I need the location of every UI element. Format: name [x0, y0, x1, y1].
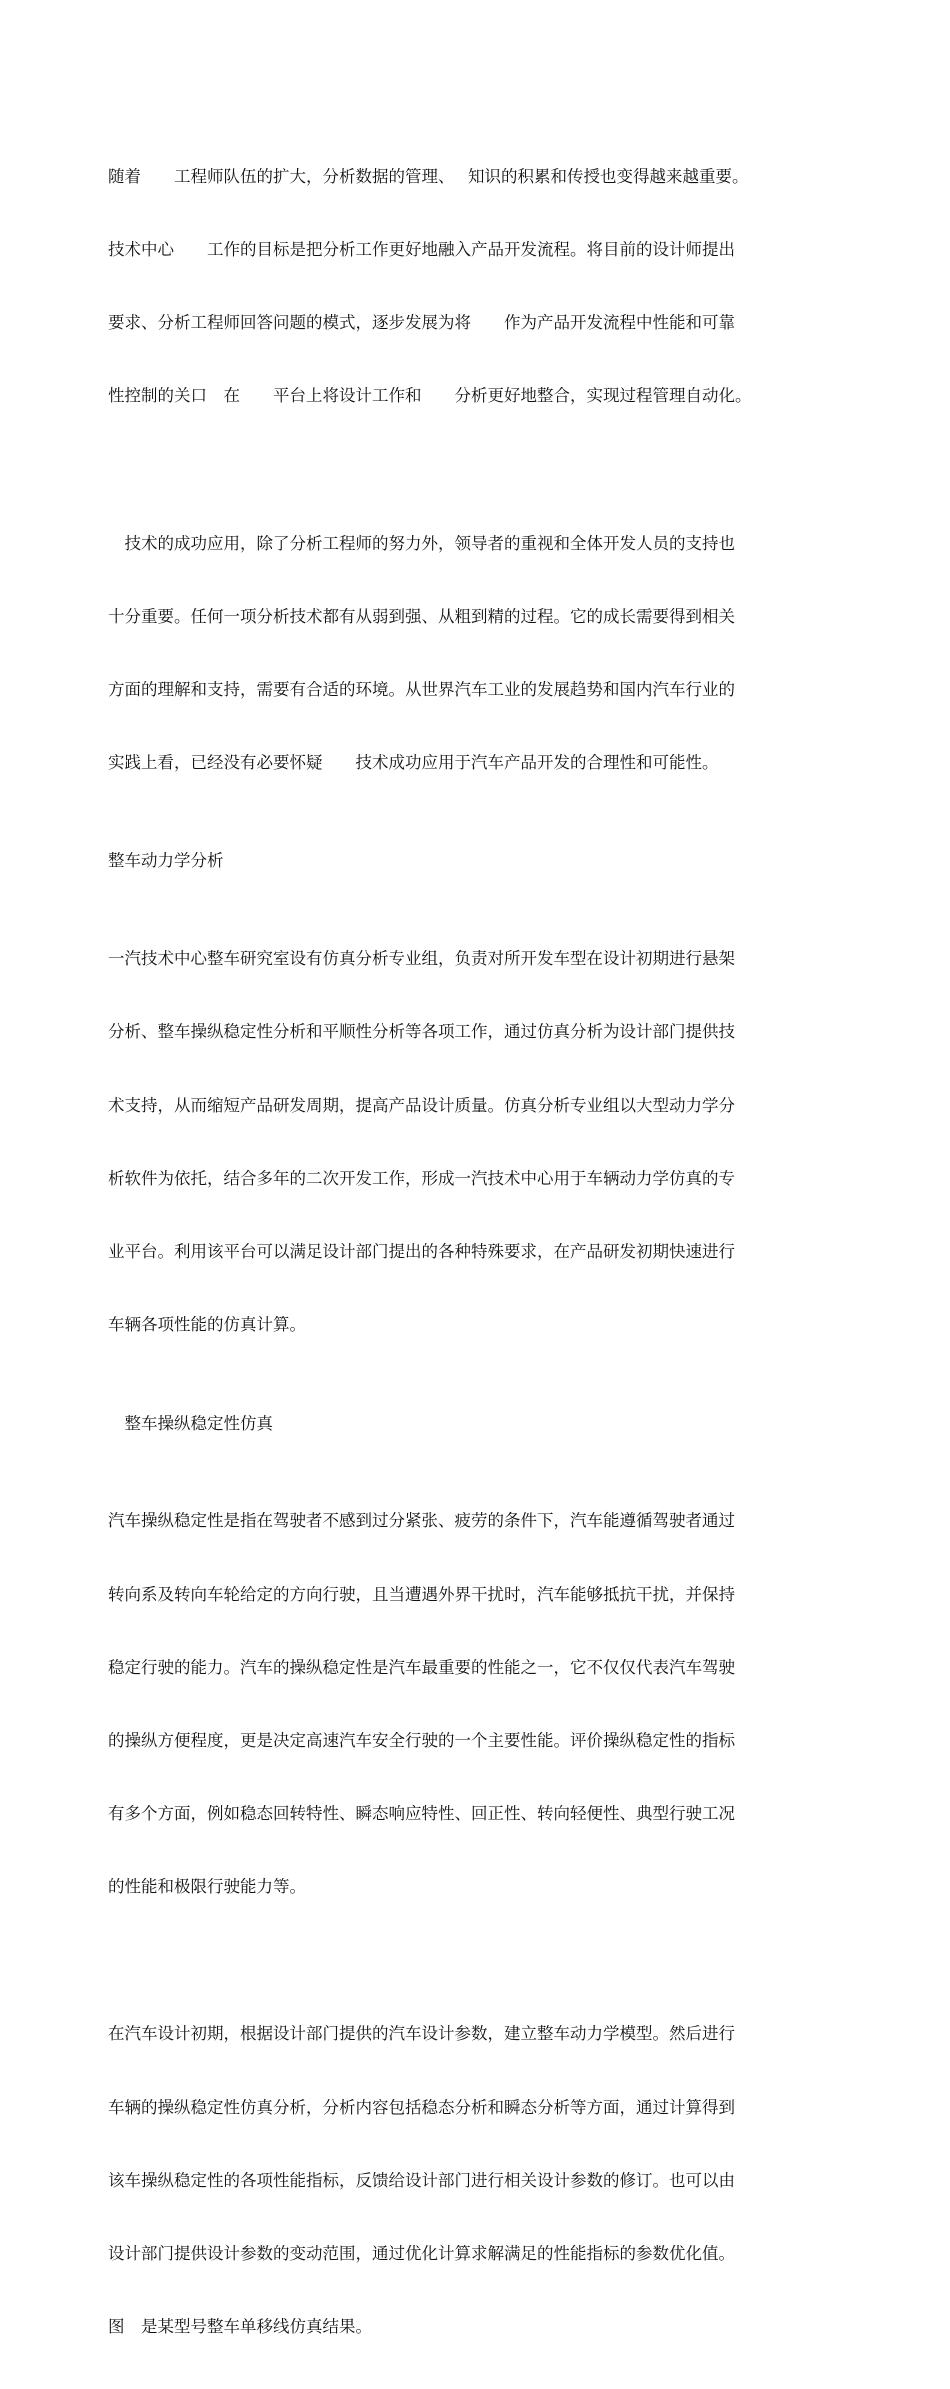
paragraph-4-line: 有多个方面，例如稳态回转特性、瞬态响应特性、回正性、转向轻便性、典型行驶工况 — [108, 1804, 735, 1824]
paragraph-3-line: 析软件为依托，结合多年的二次开发工作，形成一汽技术中心用于车辆动力学仿真的专 — [108, 1168, 735, 1188]
paragraph-1-line: 性控制的关口 在 平台上将设计工作和 分析更好地整合，实现过程管理自动化。 — [108, 386, 752, 406]
paragraph-gap — [108, 1436, 838, 1461]
paragraph-5-line: 图 是某型号整车单移线仿真结果。 — [108, 2317, 372, 2337]
paragraph-5-line: 设计部门提供设计参数的变动范围，通过优化计算求解满足的性能指标的参数优化值。 — [108, 2244, 735, 2264]
paragraph-2 — [108, 483, 838, 825]
paragraph-4-line: 转向系及转向车轮给定的方向行驶，且当遭遇外界干扰时，汽车能够抵抗干扰，并保持 — [108, 1584, 735, 1604]
paragraph-gap — [108, 1949, 838, 1974]
paragraph-5-line: 车辆的操纵稳定性仿真分析，分析内容包括稳态分析和瞬态分析等方面，通过计算得到 — [108, 2097, 735, 2117]
paragraph-4-line: 汽车操纵稳定性是指在驾驶者不感到过分紧张、疲劳的条件下，汽车能遵循驾驶者通过 — [108, 1511, 735, 1531]
paragraph-3-line: 业平台。利用该平台可以满足设计部门提出的各种特殊要求，在产品研发初期快速进行 — [108, 1242, 735, 1262]
paragraph-5 — [108, 1974, 838, 2389]
paragraph-4 — [108, 1461, 838, 1949]
paragraph-5-line: 该车操纵稳定性的各项性能指标，反馈给设计部门进行相关设计参数的修订。也可以由 — [108, 2170, 735, 2190]
paragraph-2-line: 方面的理解和支持，需要有合适的环境。从世界汽车工业的发展趋势和国内汽车行业的 — [108, 679, 735, 699]
paragraph-2-line: 十分重要。任何一项分析技术都有从弱到强、从粗到精的过程。它的成长需要得到相关 — [108, 606, 735, 626]
paragraph-gap — [108, 458, 838, 483]
paragraph-3-line: 一汽技术中心整车研究室设有仿真分析专业组，负责对所开发车型在设计初期进行悬架 — [108, 949, 735, 969]
paragraph-4-line: 稳定行驶的能力。汽车的操纵稳定性是汽车最重要的性能之一，它不仅仅代表汽车驾驶 — [108, 1657, 735, 1677]
paragraph-gap — [108, 873, 838, 898]
paragraph-2-line: 实践上看，已经没有必要怀疑 技术成功应用于汽车产品开发的合理性和可能性。 — [108, 753, 719, 773]
paragraph-3-line: 分析、整车操纵稳定性分析和平顺性分析等各项工作，通过仿真分析为设计部门提供技 — [108, 1022, 735, 1042]
paragraph-3-line: 术支持，从而缩短产品研发周期，提高产品设计质量。仿真分析专业组以大型动力学分 — [108, 1095, 735, 1115]
section-heading-vehicle-dynamics: 整车动力学分析 — [108, 851, 224, 871]
document-page — [108, 116, 838, 2389]
paragraph-1 — [108, 116, 838, 458]
paragraph-3 — [108, 898, 838, 1386]
paragraph-gap — [108, 824, 838, 849]
paragraph-gap — [108, 1387, 838, 1412]
paragraph-5-line: 在汽车设计初期，根据设计部门提供的汽车设计参数，建立整车动力学模型。然后进行 — [108, 2024, 735, 2044]
paragraph-1-line: 技术中心 工作的目标是把分析工作更好地融入产品开发流程。将目前的设计师提出 — [108, 240, 735, 260]
paragraph-4-line: 的性能和极限行驶能力等。 — [108, 1877, 306, 1897]
paragraph-1-line: 随着 工程师队伍的扩大，分析数据的管理、 知识的积累和传授也变得越来越重要。 — [108, 166, 749, 186]
section-heading-handling-stability: 整车操纵稳定性仿真 — [108, 1413, 273, 1433]
paragraph-3-line: 车辆各项性能的仿真计算。 — [108, 1315, 306, 1335]
paragraph-2-line: 技术的成功应用，除了分析工程师的努力外，领导者的重视和全体开发人员的支持也 — [108, 533, 735, 553]
paragraph-1-line: 要求、分析工程师回答问题的模式，逐步发展为将 作为产品开发流程中性能和可靠 — [108, 313, 735, 333]
paragraph-4-line: 的操纵方便程度，更是决定高速汽车安全行驶的一个主要性能。评价操纵稳定性的指标 — [108, 1730, 735, 1750]
